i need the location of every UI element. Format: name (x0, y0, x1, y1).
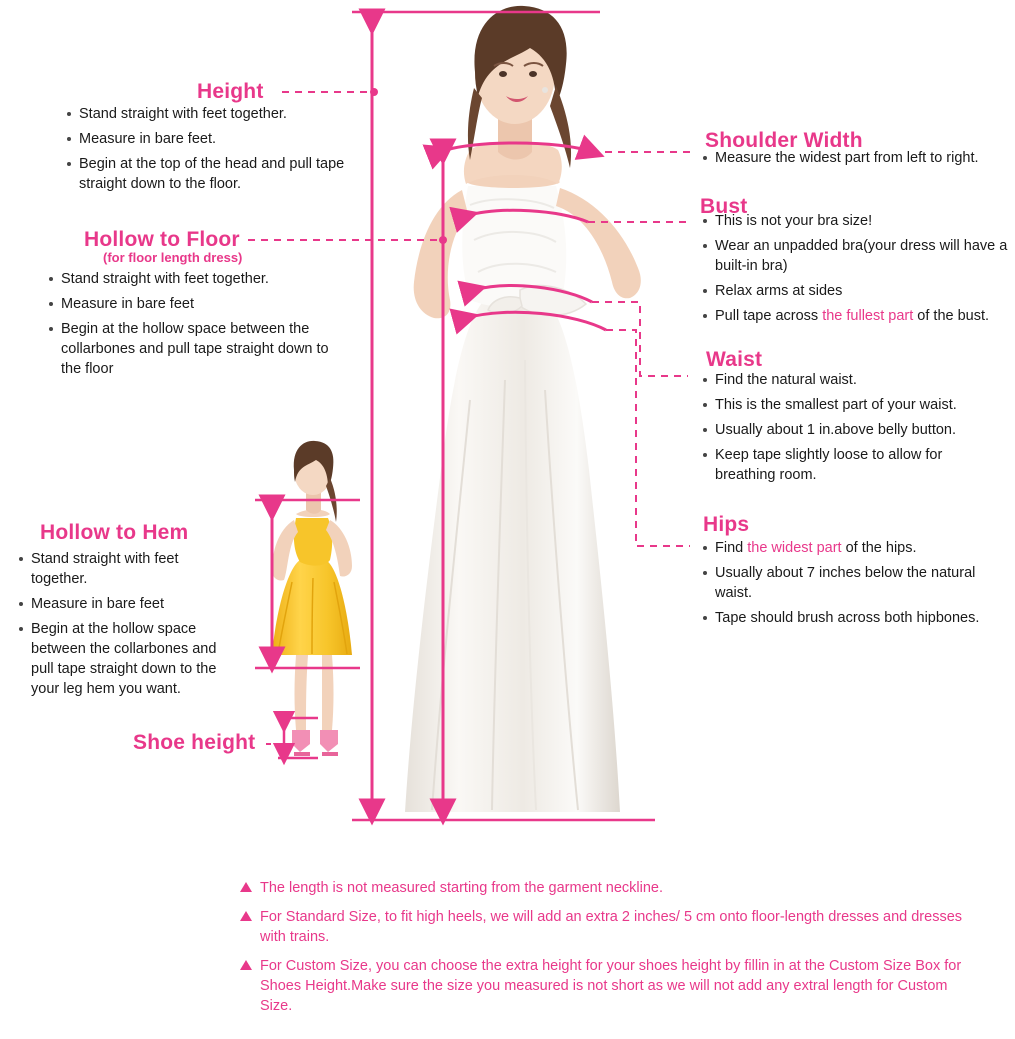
shoe-height-title: Shoe height (133, 731, 256, 754)
hollow-to-floor-bullet-1: Stand straight with feet together. (61, 269, 339, 289)
hollow-to-floor-subtitle: (for floor length dress) (103, 250, 243, 265)
warning-triangle-icon (240, 911, 252, 921)
model-short-dress-illustration (272, 441, 352, 756)
height-title: Height (197, 80, 264, 103)
note-row-1 (240, 878, 980, 898)
bust-title: Bust (700, 195, 748, 218)
height-bullet-3: Begin at the top of the head and pull tape straight down to the floor. (79, 154, 352, 194)
shoulder-width-bullet-1: Measure the widest part from left to right. (715, 148, 1008, 168)
bust-bullets (698, 211, 1010, 331)
footer-notes (240, 878, 980, 1025)
model-gown-illustration (405, 6, 641, 812)
hips-bullet-1 (715, 538, 1003, 558)
bust-bullet-3: Relax arms at sides (715, 281, 1010, 301)
waist-bullet-2: This is the smallest part of your waist. (715, 395, 998, 415)
note-3-text: For Custom Size, you can choose the extra height for your shoes height by fillin in at the Custom Size Box for Shoes Height.Make sure the size you measured is not short as we will not add any extral length for Custom Size. (260, 958, 962, 1014)
shoulder-width-bullets (698, 148, 1008, 173)
hips-bullet-3: Tape should brush across both hipbones. (715, 608, 1003, 628)
hips-bullets (698, 538, 1003, 633)
waist-title: Waist (706, 348, 763, 371)
hollow-to-floor-title: Hollow to Floor (84, 228, 240, 251)
bust-bullet-4-post: of the bust. (913, 308, 990, 324)
hollow-to-hem-bullet-3: Begin at the hollow space between the collarbones and pull tape straight down to the your leg hem you want. (31, 619, 232, 699)
note-row-2 (240, 907, 980, 947)
hollow-to-hem-bullets (14, 549, 232, 704)
hollow-to-hem-bullet-2: Measure in bare feet (31, 594, 232, 614)
bust-bullet-2: Wear an unpadded bra(your dress will have a built-in bra) (715, 236, 1010, 276)
height-bullet-1: Stand straight with feet together. (79, 104, 352, 124)
height-bullet-2: Measure in bare feet. (79, 129, 352, 149)
note-row-3 (240, 956, 980, 1016)
hips-bullet-2: Usually about 7 inches below the natural waist. (715, 563, 1003, 603)
hollow-to-floor-bullets (44, 269, 339, 384)
hips-title: Hips (703, 513, 750, 536)
waist-bullet-4: Keep tape slightly loose to allow for breathing room. (715, 445, 998, 485)
waist-bullet-3: Usually about 1 in.above belly button. (715, 420, 998, 440)
hollow-to-floor-bullet-3: Begin at the hollow space between the collarbones and pull tape straight down to the floor (61, 319, 339, 379)
shoulder-width-title: Shoulder Width (705, 129, 863, 152)
note-2-text: For Standard Size, to fit high heels, we will add an extra 2 inches/ 5 cm onto floor-length dresses and dresses with trains. (260, 909, 963, 945)
bust-bullet-4-pre: Pull tape across (715, 308, 823, 324)
warning-triangle-icon (240, 960, 252, 970)
hips-bullet-1-pre: Find (715, 540, 748, 556)
hollow-to-floor-bullet-2: Measure in bare feet (61, 294, 339, 314)
bust-bullet-1: This is not your bra size! (715, 211, 1010, 231)
warning-triangle-icon (240, 882, 252, 892)
hollow-to-hem-bullet-1: Stand straight with feet together. (31, 549, 232, 589)
waist-bullets (698, 370, 998, 490)
bust-bullet-4 (715, 306, 1010, 326)
hollow-to-hem-title: Hollow to Hem (40, 521, 189, 544)
height-bullets (62, 104, 352, 199)
hips-bullet-1-post: of the hips. (841, 540, 917, 556)
hips-bullet-1-emphasis: the widest part (747, 540, 842, 556)
note-1-text: The length is not measured starting from the garment neckline. (260, 880, 663, 896)
bust-bullet-4-emphasis: the fullest part (822, 308, 914, 324)
waist-bullet-1: Find the natural waist. (715, 370, 998, 390)
